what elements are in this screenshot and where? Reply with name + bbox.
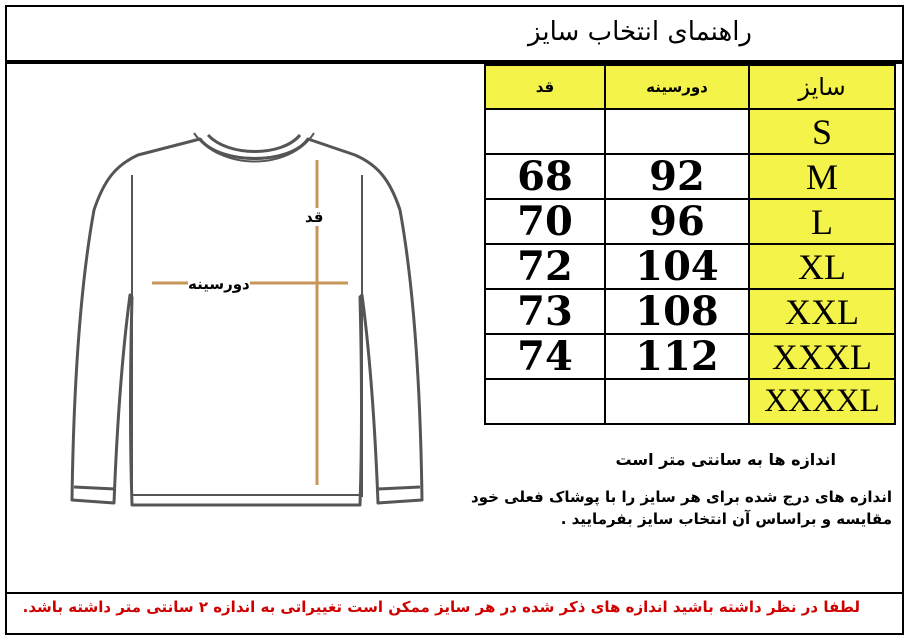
size-cell: XXXL	[749, 334, 895, 379]
height-label: قد	[305, 208, 324, 226]
units-note: اندازه ها به سانتی متر است	[615, 450, 836, 469]
footer-note: لطفا در نظر داشته باشید اندازه های ذکر شده در هر سایز ممکن است تغییراتی به اندازه ۲ سانتی متر داشته باشد.	[22, 598, 860, 616]
height-cell: 74	[485, 334, 605, 379]
chest-cell: 112	[605, 334, 749, 379]
size-cell: S	[749, 109, 895, 154]
size-table	[484, 64, 896, 425]
chest-label: دورسینه	[188, 275, 250, 293]
table-row	[485, 289, 895, 334]
table-row	[485, 199, 895, 244]
chest-cell: 92	[605, 154, 749, 199]
size-cell: L	[749, 199, 895, 244]
description-text: اندازه های درج شده برای هر سایز را با پوشاک فعلی خود مقایسه و براساس آن انتخاب سایز بفرمایید .	[471, 488, 892, 528]
table-row	[485, 379, 895, 424]
height-cell	[485, 109, 605, 154]
table-header-row	[485, 65, 895, 109]
chest-cell: 104	[605, 244, 749, 289]
height-cell: 72	[485, 244, 605, 289]
height-cell: 68	[485, 154, 605, 199]
size-cell: M	[749, 154, 895, 199]
header-size: سایز	[749, 65, 895, 109]
height-cell: 73	[485, 289, 605, 334]
chest-cell	[605, 379, 749, 424]
table-row	[485, 154, 895, 199]
size-cell: XXXXL	[749, 379, 895, 424]
height-cell	[485, 379, 605, 424]
size-cell: XXL	[749, 289, 895, 334]
header-chest: دورسینه	[605, 65, 749, 109]
chest-cell	[605, 109, 749, 154]
table-row	[485, 334, 895, 379]
table-row	[485, 109, 895, 154]
size-cell: XL	[749, 244, 895, 289]
title-bar	[7, 7, 902, 59]
table-row	[485, 244, 895, 289]
chest-cell: 96	[605, 199, 749, 244]
height-cell: 70	[485, 199, 605, 244]
page-title: راهنمای انتخاب سایز	[528, 17, 752, 47]
sweater-diagram	[60, 125, 440, 515]
chest-cell: 108	[605, 289, 749, 334]
footer-divider	[7, 592, 902, 594]
header-height: قد	[485, 65, 605, 109]
